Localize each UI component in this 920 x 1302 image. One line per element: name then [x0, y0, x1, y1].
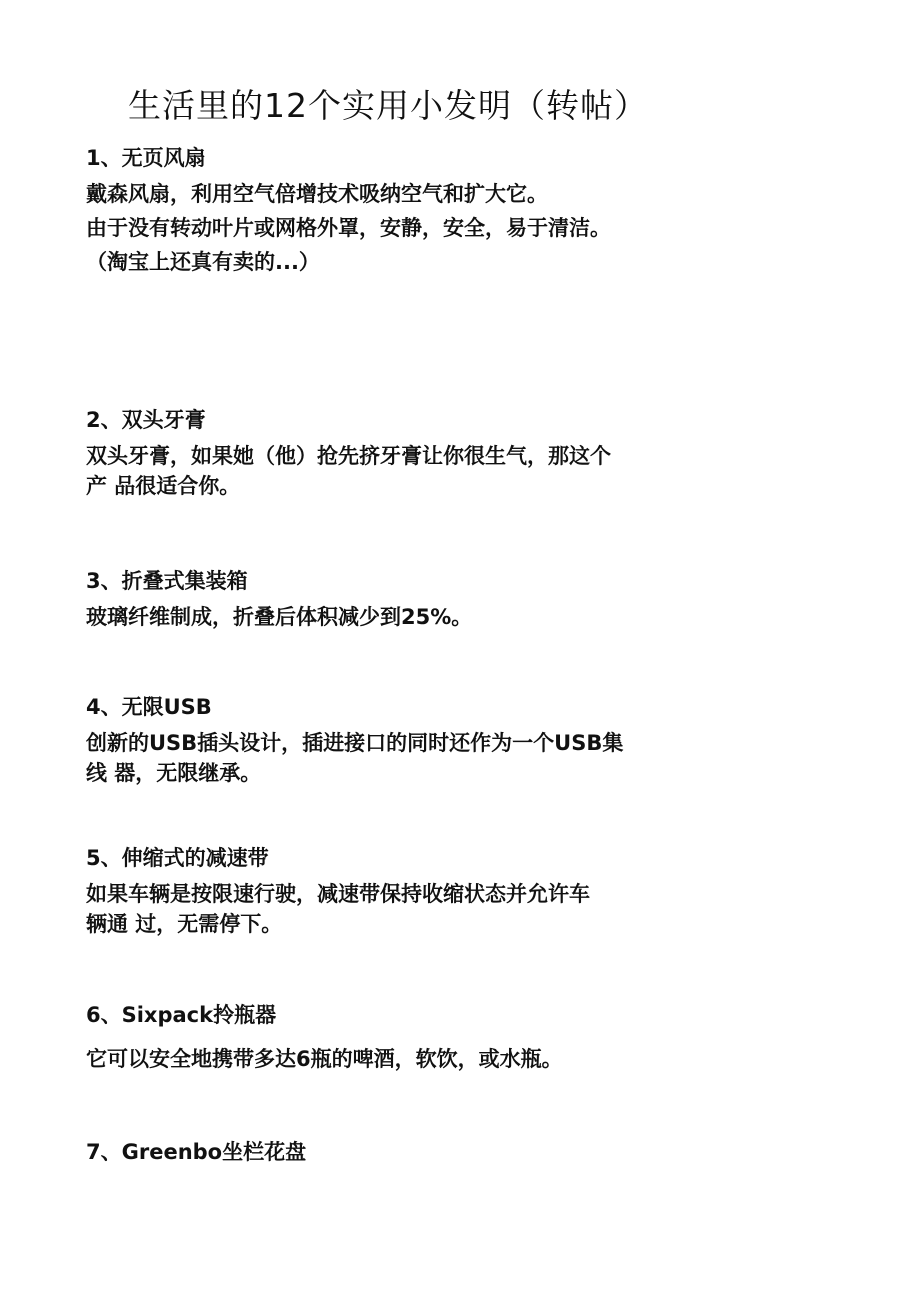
item-line: 产 品很适合你。 [86, 474, 241, 498]
item-body [86, 179, 746, 277]
item-body [86, 728, 746, 788]
item-body [86, 1044, 746, 1074]
item-heading: 4、无限USB [86, 695, 212, 719]
list-item [86, 692, 746, 788]
item-heading: 6、Sixpack拎瓶器 [86, 1003, 277, 1027]
item-line: 由于没有转动叶片或网格外罩，安静，安全，易于清洁。 [86, 216, 611, 240]
item-body [86, 441, 746, 501]
list-item [86, 1000, 746, 1074]
item-line: 如果车辆是按限速行驶，减速带保持收缩状态并允许车 [86, 882, 590, 906]
item-line: （淘宝上还真有卖的...） [86, 250, 320, 274]
list-item [86, 143, 746, 277]
item-line: 双头牙膏，如果她（他）抢先挤牙膏让你很生气，那这个 [86, 444, 611, 468]
item-line: 它可以安全地携带多达6瓶的啤酒，软饮，或水瓶。 [86, 1047, 563, 1071]
item-body [86, 879, 746, 939]
list-item [86, 566, 746, 632]
list-item [86, 405, 746, 501]
item-line: 辆通 过，无需停下。 [86, 912, 283, 936]
item-heading: 2、双头牙膏 [86, 408, 206, 432]
item-heading: 7、Greenbo坐栏花盘 [86, 1140, 307, 1164]
item-line: 线 器，无限继承。 [86, 761, 262, 785]
item-heading: 1、无页风扇 [86, 146, 206, 170]
item-line: 玻璃纤维制成，折叠后体积减少到25%。 [86, 605, 473, 629]
page-title: 生活里的12个实用小发明（转帖） [128, 86, 648, 125]
item-line: 戴森风扇，利用空气倍增技术吸纳空气和扩大它。 [86, 182, 548, 206]
item-body [86, 602, 746, 632]
item-heading: 3、折叠式集装箱 [86, 569, 248, 593]
item-heading: 5、伸缩式的减速带 [86, 846, 269, 870]
list-item [86, 1137, 746, 1167]
list-item [86, 843, 746, 939]
item-line: 创新的USB插头设计，插进接口的同时还作为一个USB集 [86, 731, 624, 755]
